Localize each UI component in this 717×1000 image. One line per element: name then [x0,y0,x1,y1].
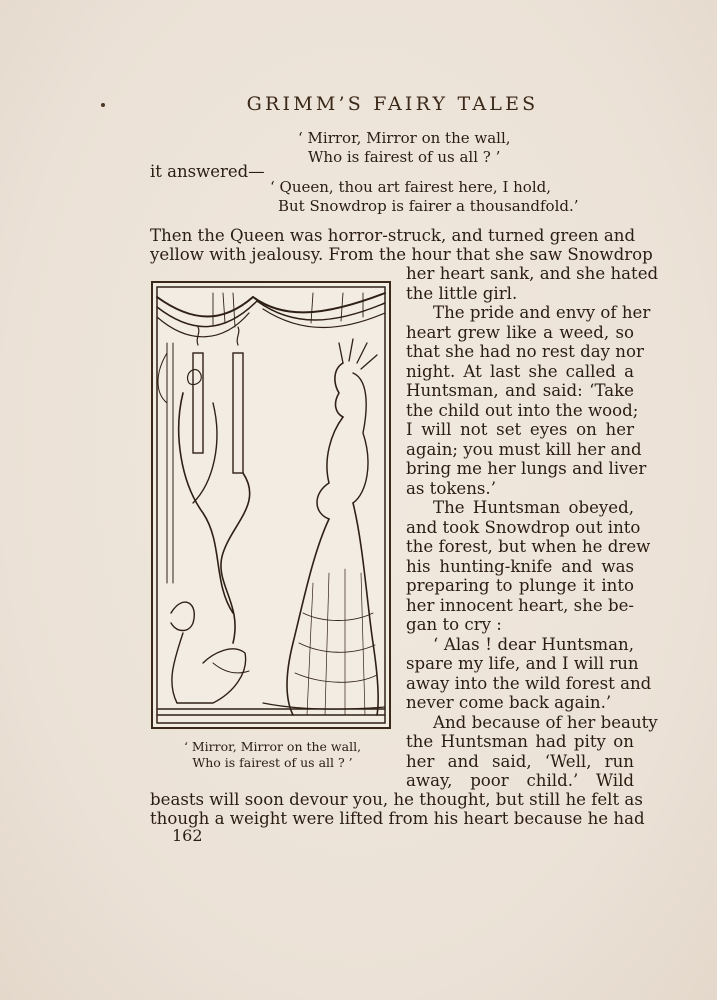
prose-line: I will not set eyes on her [406,420,634,439]
prose-line: and took Snowdrop out into [406,518,641,537]
prose-line: beasts will soon devour you, he thought, but still he felt as [150,790,643,809]
prose-line: bring me her lungs and liver [406,459,647,478]
prose-line: yellow with jealousy. From the hour that she saw Snowdrop [150,245,653,264]
prose-line: never come back again.’ [406,693,612,712]
prose-line: away, poor child.’ Wild [406,771,634,790]
ink-drawing [153,283,389,727]
prose-line: Huntsman, and said: ‘Take [406,381,634,400]
prose-line: the little girl. [406,284,518,303]
prose-line: And because of her beauty [433,713,658,732]
illustration-caption [150,739,395,771]
prose-line: The pride and envy of her [433,303,651,322]
verse-line: Who is fairest of us all ? ’ [308,148,501,166]
margin-dot [101,103,105,107]
prose-line: heart grew like a weed, so [406,323,634,342]
prose-line: away into the wild forest and [406,674,652,693]
prose-line: again; you must kill her and [406,440,642,459]
prose-line: though a weight were lifted from his heart because he had [150,809,645,828]
prose-line: it answered— [150,162,265,181]
caption-line: Who is fairest of us all ? ’ [192,755,353,770]
prose-line: The Huntsman obeyed, [433,498,634,517]
verse-answer [270,178,579,216]
prose-line: his hunting-knife and was [406,557,634,576]
prose-line: her heart sank, and she hated [406,264,659,283]
prose-line: that she had no rest day nor [406,342,644,361]
prose-line: the forest, but when he drew [406,537,651,556]
verse-line: ‘ Queen, thou art fairest here, I hold, [270,178,552,196]
prose-line: Then the Queen was horror-struck, and turned green and [150,226,636,245]
prose-line: spare my life, and I will run [406,654,639,673]
verse-line: ‘ Mirror, Mirror on the wall, [298,129,511,147]
illustration-queen-mirror [151,281,391,729]
prose-line: the Huntsman had pity on [406,732,634,751]
caption-line: ‘ Mirror, Mirror on the wall, [183,739,362,754]
running-title: GRIMM’S FAIRY TALES [246,93,539,115]
prose-line: preparing to plunge it into [406,576,634,595]
prose-line: her and said, ‘Well, run [406,752,634,771]
prose-line: the child out into the wood; [406,401,639,420]
verse-line: But Snowdrop is fairer a thousandfold.’ [278,197,579,215]
prose-line: night. At last she called a [406,362,634,381]
verse-mirror [298,129,511,167]
prose-line: as tokens.’ [406,479,496,498]
page-number: 162 [172,826,203,845]
prose-line: gan to cry : [406,615,502,634]
prose-line: her innocent heart, she be- [406,596,635,615]
prose-line: ‘ Alas ! dear Huntsman, [433,635,634,654]
